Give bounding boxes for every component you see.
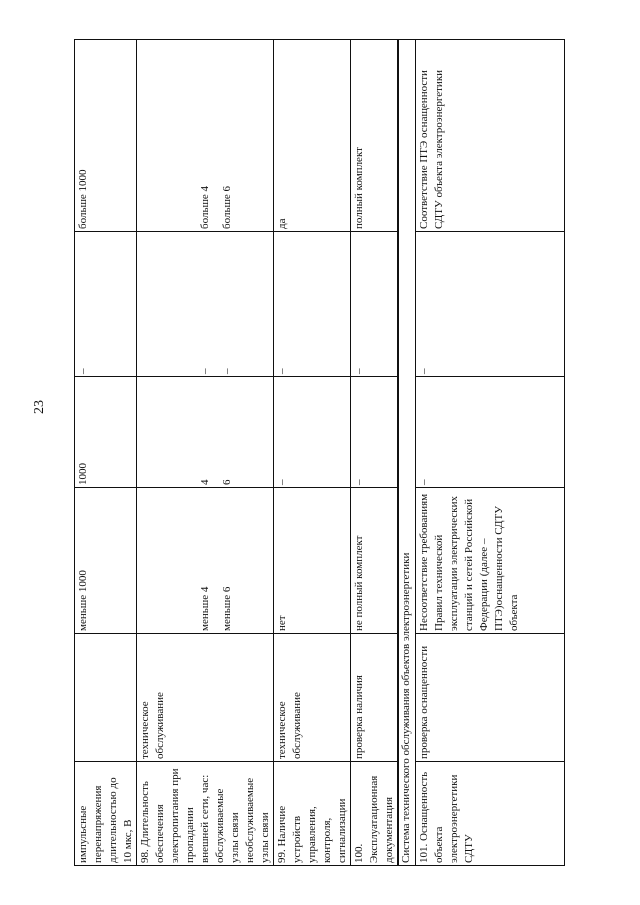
- table-cell: [75, 634, 137, 762]
- table-cell: –: [415, 232, 564, 377]
- table-row: [75, 40, 137, 866]
- value-line: 4: [199, 479, 211, 485]
- table-cell: [137, 377, 274, 488]
- table-cell: –: [75, 232, 137, 377]
- table-cell: не полный комплект: [351, 488, 399, 634]
- table-cell: –: [415, 377, 564, 488]
- value-line: больше 4: [199, 185, 211, 229]
- table-cell: проверка наличия: [351, 634, 399, 762]
- table-cell: [137, 488, 274, 634]
- table-cell: нет: [274, 488, 351, 634]
- row-title: 98. Длительность обеспечения электропитания при пропадании внешней сети, час:: [139, 768, 211, 863]
- value-line: меньше 4: [199, 586, 211, 631]
- table-cell: 1000: [75, 377, 137, 488]
- table-cell: меньше 1000: [75, 488, 137, 634]
- table-cell: –: [274, 232, 351, 377]
- value-line: –: [221, 368, 233, 374]
- section-header-row: [398, 40, 415, 866]
- table-row: [415, 40, 564, 866]
- table-cell: 100. Эксплуатационная документация: [351, 762, 399, 866]
- table-cell: Соответствие ПТЭ оснащенности СДТУ объекта электроэнергетики: [415, 40, 564, 232]
- table-cell: полный комплект: [351, 40, 399, 232]
- table-cell: [137, 40, 274, 232]
- table-cell: Несоответствие требованиям Правил технической эксплуатации электрических станций и сетей Российской Федерации (далее – ПТЭ)оснащенности СДТУ объекта: [415, 488, 564, 634]
- table-cell: –: [351, 377, 399, 488]
- table-cell: техническое обслуживание: [274, 634, 351, 762]
- page-number: 23: [32, 400, 47, 414]
- table-cell: [137, 232, 274, 377]
- row-subitem: обслуживаемые узлы связи: [214, 788, 241, 863]
- table-row: [351, 40, 399, 866]
- table-row: [137, 40, 274, 866]
- value-line: –: [199, 368, 211, 374]
- table-cell: да: [274, 40, 351, 232]
- table-cell: –: [274, 377, 351, 488]
- table-cell: 99. Наличие устройств управления, контроля, сигнализации: [274, 762, 351, 866]
- table-cell: больше 1000: [75, 40, 137, 232]
- table-cell: техническое обслуживание: [137, 634, 274, 762]
- table-cell: 101. Оснащенность объекта электроэнергетики СДТУ: [415, 762, 564, 866]
- table-row: [274, 40, 351, 866]
- table-cell: проверка оснащенности: [415, 634, 564, 762]
- table-cell: –: [351, 232, 399, 377]
- parameters-table: [74, 39, 565, 866]
- value-line: меньше 6: [221, 586, 233, 631]
- table-cell: импульсные перенапряжения длительностью до 10 мкс, В: [75, 762, 137, 866]
- table-cell: [137, 762, 274, 866]
- rotated-table-container: [74, 40, 520, 866]
- section-header: Система технического обслуживания объектов электроэнергетики: [398, 40, 415, 866]
- value-line: больше 6: [221, 185, 233, 229]
- value-line: 6: [221, 479, 233, 485]
- row-subitem: необслуживаемые узлы связи: [244, 777, 271, 863]
